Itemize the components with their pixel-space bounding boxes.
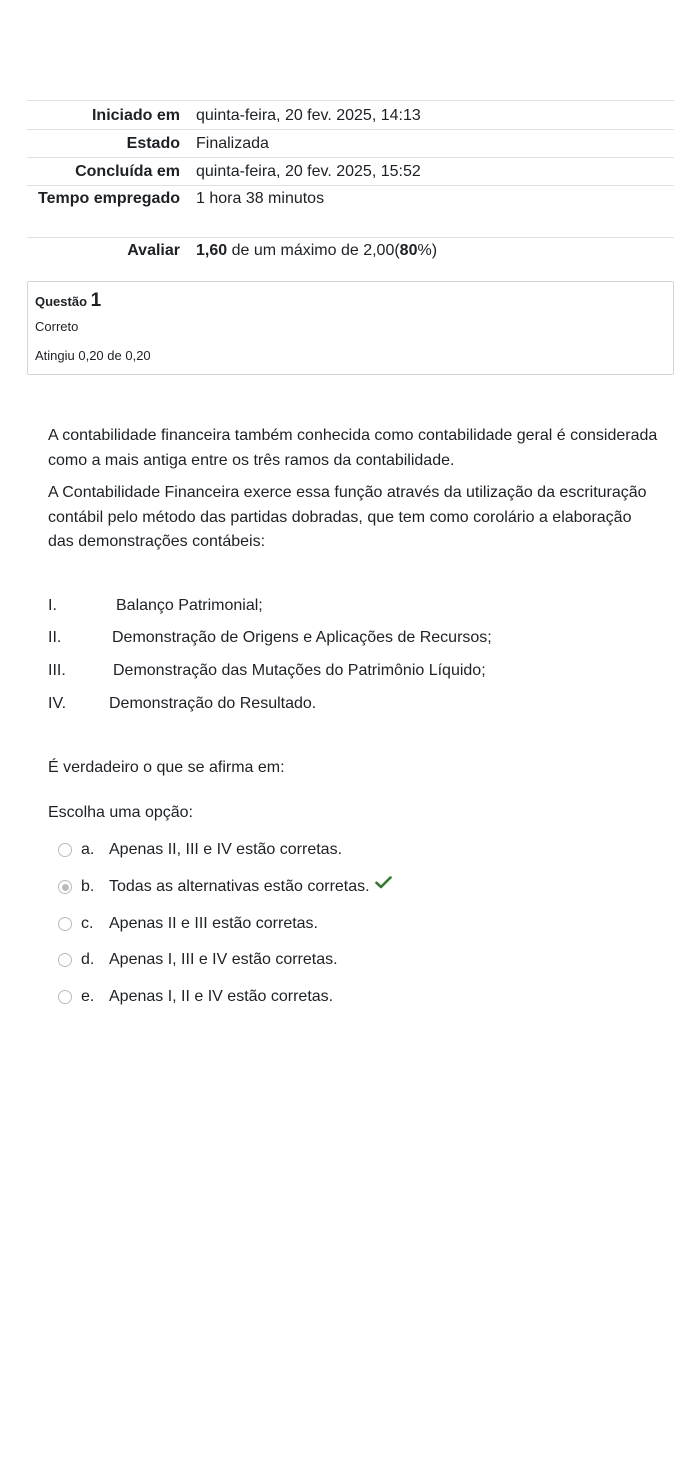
question-grade: Atingiu 0,20 de 0,20 xyxy=(35,348,151,363)
checkmark-icon xyxy=(375,873,392,897)
list-item-text: Balanço Patrimonial; xyxy=(116,597,263,614)
summary-row-grade xyxy=(27,238,674,265)
answer-letter: e. xyxy=(81,988,95,1005)
grade-score: 1,60 xyxy=(196,242,228,259)
answer-radio[interactable] xyxy=(58,917,72,931)
grade-suffix: %) xyxy=(417,242,438,259)
answer-letter: a. xyxy=(81,841,95,858)
summary-value: Finalizada xyxy=(196,135,269,152)
quiz-summary-table xyxy=(27,100,674,265)
answer-text: Apenas II e III estão corretas. xyxy=(109,915,318,932)
list-item-text: Demonstração das Mutações do Patrimônio Líquido; xyxy=(113,662,486,679)
summary-row-started xyxy=(27,101,674,130)
grade-middle: de um máximo de 2,00( xyxy=(227,242,400,259)
summary-row-time-taken xyxy=(27,186,674,238)
grade-percent: 80 xyxy=(399,242,418,259)
list-item-number: I. xyxy=(48,597,57,614)
summary-value: quinta-feira, 20 fev. 2025, 15:52 xyxy=(196,163,421,180)
summary-value: 1 hora 38 minutos xyxy=(196,190,325,207)
list-item-number: IV. xyxy=(48,695,67,712)
choose-option-label: Escolha uma opção: xyxy=(48,804,193,821)
answer-text: Apenas I, III e IV estão corretas. xyxy=(109,951,338,968)
answer-text: Apenas II, III e IV estão corretas. xyxy=(109,841,343,858)
question-info-box xyxy=(27,281,674,375)
summary-label: Estado xyxy=(126,135,180,152)
answer-letter: d. xyxy=(81,951,95,968)
summary-label: Avaliar xyxy=(127,242,180,259)
answer-radio[interactable] xyxy=(58,843,72,857)
question-number xyxy=(35,290,101,312)
answer-radio[interactable] xyxy=(58,953,72,967)
summary-label: Concluída em xyxy=(75,163,180,180)
summary-label: Iniciado em xyxy=(91,107,180,124)
summary-row-state xyxy=(27,130,674,158)
answer-letter: c. xyxy=(81,915,94,932)
summary-value: quinta-feira, 20 fev. 2025, 14:13 xyxy=(196,107,421,124)
question-number-label: Questão xyxy=(35,294,91,309)
answer-radio[interactable] xyxy=(58,990,72,1004)
answer-text-wrap xyxy=(109,875,392,899)
answer-radio-selected[interactable] xyxy=(58,880,72,894)
list-item-text: Demonstração do Resultado. xyxy=(109,695,317,712)
answer-text: Apenas I, II e IV estão corretas. xyxy=(109,988,334,1005)
question-prompt: É verdadeiro o que se afirma em: xyxy=(48,759,285,776)
answer-letter: b. xyxy=(81,878,95,895)
list-item-text: Demonstração de Origens e Aplicações de Recursos; xyxy=(112,629,492,646)
summary-label: Tempo empregado xyxy=(38,190,180,207)
summary-row-completed xyxy=(27,158,674,186)
list-item-number: III. xyxy=(48,662,66,679)
answer-text: Todas as alternativas estão corretas. xyxy=(109,878,370,895)
summary-grade-value xyxy=(196,238,674,265)
question-paragraph-1: A contabilidade financeira também conhecida como contabilidade geral é considerada como a mais antiga entre os três ramos da contabilidade. xyxy=(48,427,658,469)
question-paragraph-2: A Contabilidade Financeira exerce essa função através da utilização da escrituração contábil pelo método das partidas dobradas, que tem como corolário a elaboração das demonstrações contábeis: xyxy=(48,484,647,550)
list-item-number: II. xyxy=(48,629,62,646)
question-state: Correto xyxy=(35,319,79,334)
question-number-value: 1 xyxy=(90,290,102,311)
